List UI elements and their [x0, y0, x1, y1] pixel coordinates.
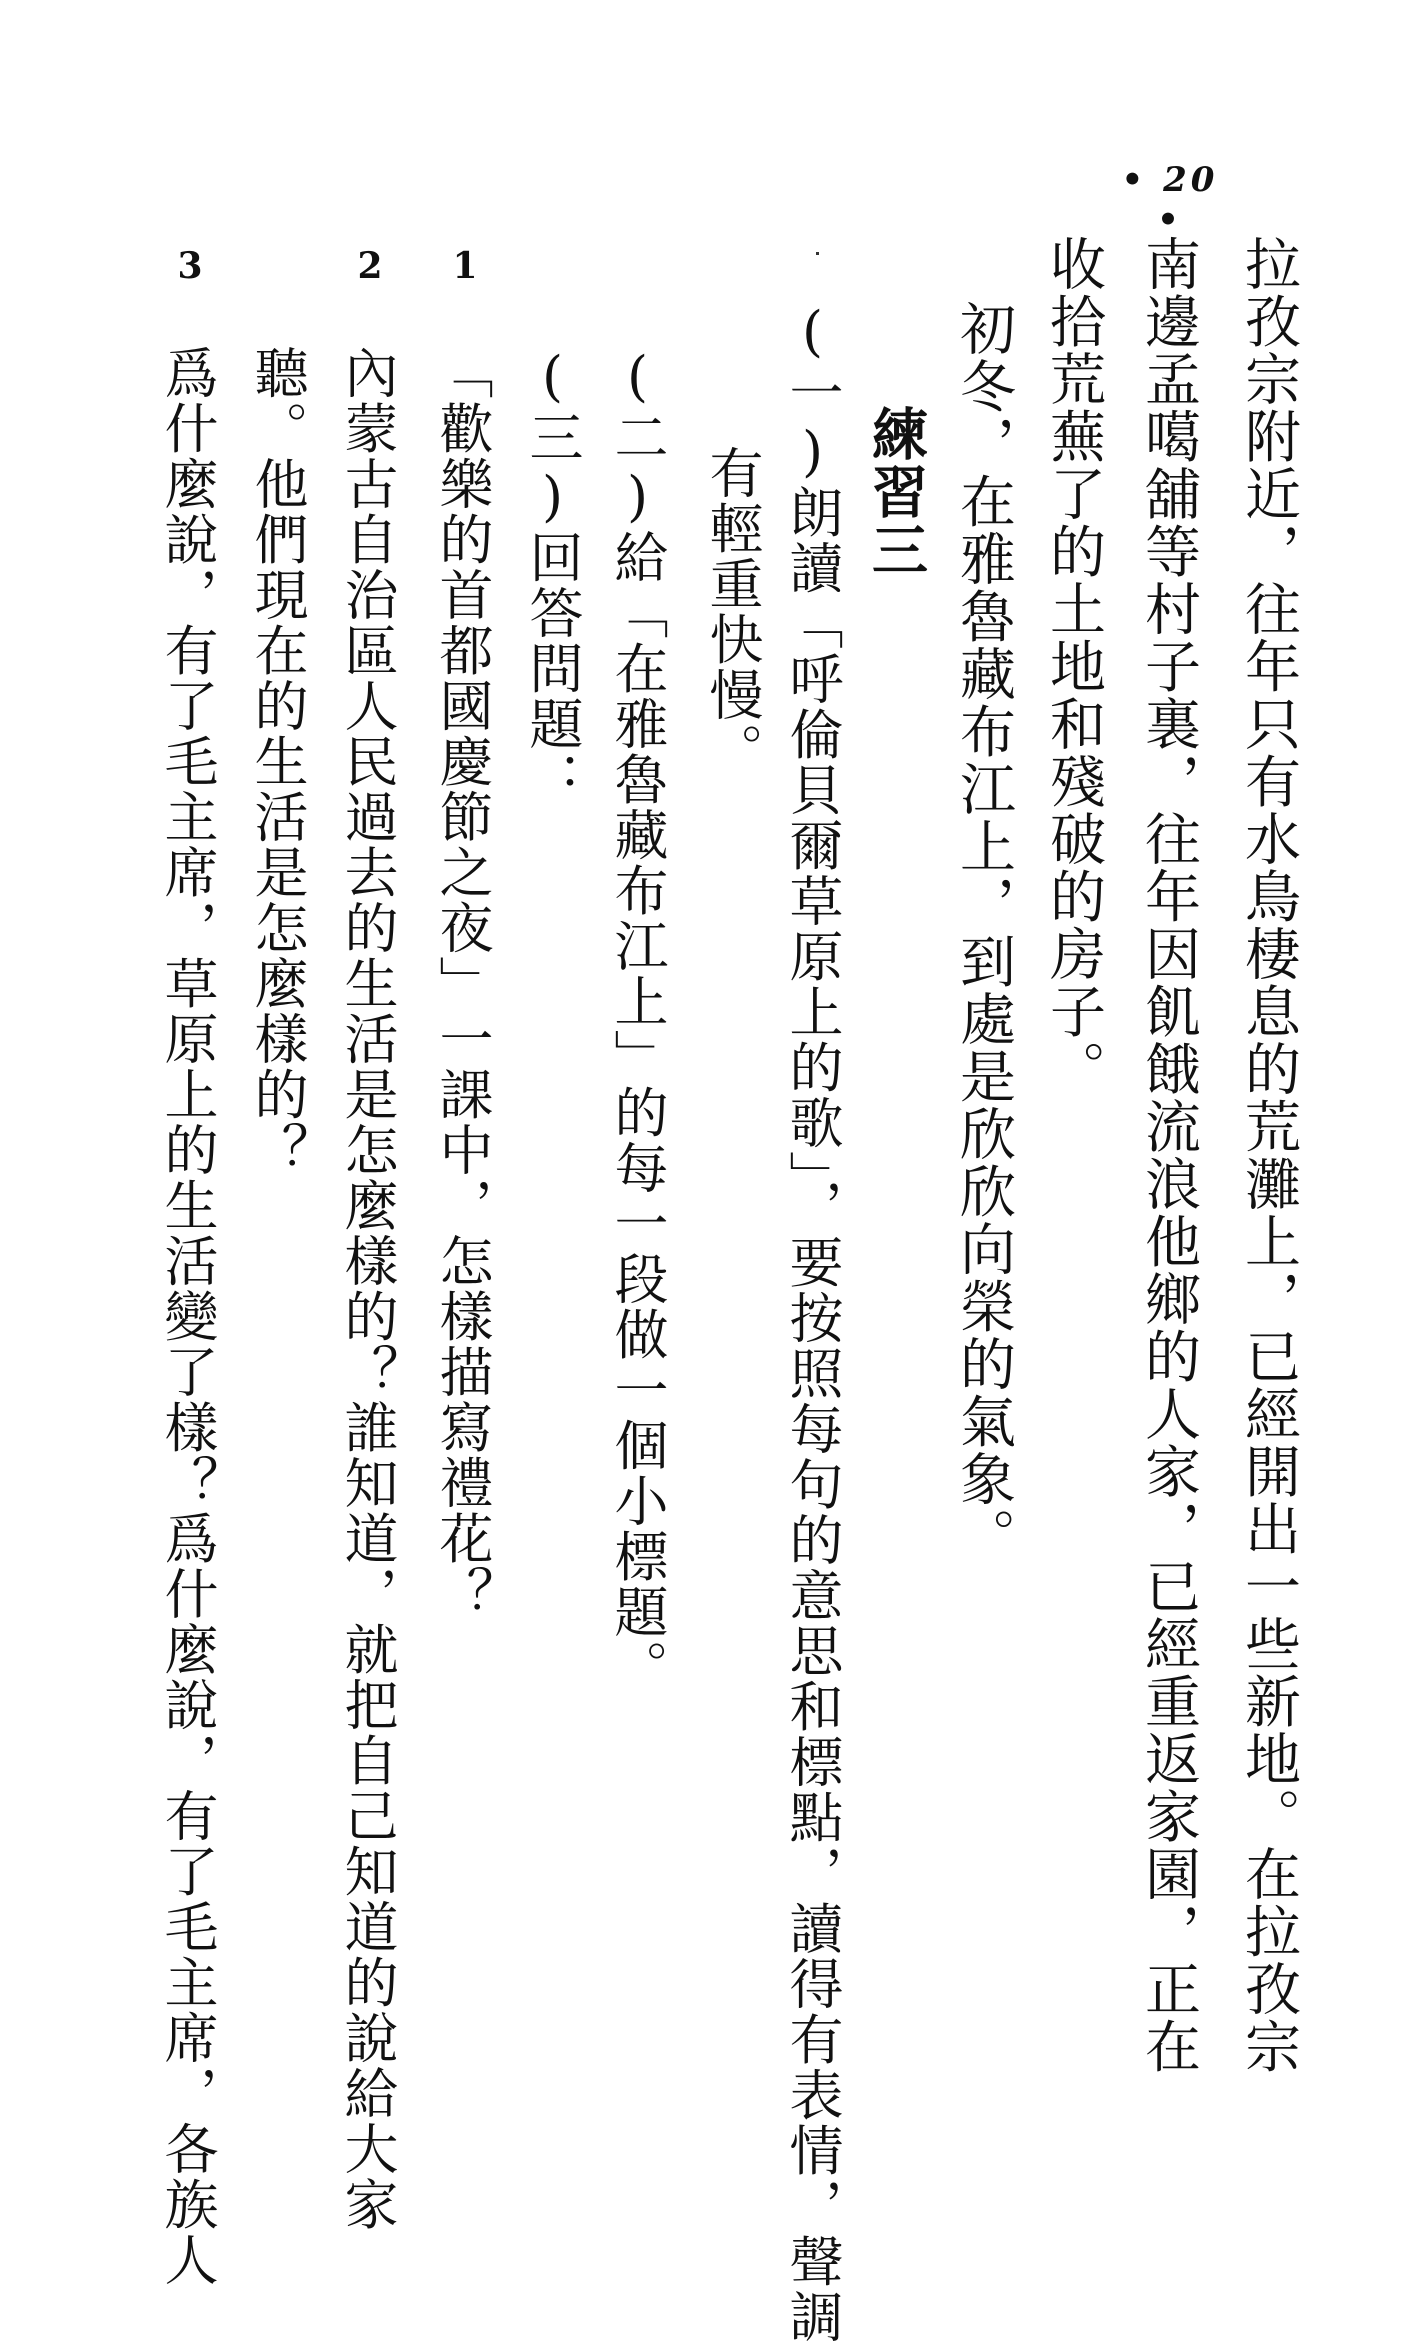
question-1-line-1: 「歡樂的首都國慶節之夜」一課中，怎樣描寫禮花？ [431, 345, 494, 1622]
exercise-item-1-line-2: 有輕重快慢。 [701, 445, 764, 778]
exercise-heading: 練習三 [863, 405, 929, 579]
exercise-item-1-line-1: (一)朗讀「呼倫貝爾草原上的歌」，要按照每句的意思和標點，讀得有表情，聲調 [781, 300, 844, 2345]
exercise-item-3: (三)回答問題： [521, 345, 584, 807]
body-text-line-1: 拉孜宗附近，往年只有水鳥棲息的荒灘上，已經開出一些新地。在拉孜宗 [1236, 235, 1301, 2075]
print-speck [816, 252, 819, 255]
question-3-line-1: 爲什麼說，有了毛主席，草原上的生活變了樣？爲什麼說，有了毛主席，各族人 [156, 345, 219, 2288]
question-number-2: 2 [357, 245, 383, 287]
page-number: • 20 • [1121, 160, 1219, 240]
body-text-line-4: 初冬，在雅魯藏布江上，到處是欣欣向榮的氣象。 [951, 300, 1016, 1565]
exercise-item-2: (二)給「在雅魯藏布江上」的每一段做一個小標題。 [606, 345, 669, 1695]
question-number-1: 1 [452, 245, 478, 287]
body-text-line-2: 南邊孟噶舖等村子裏，往年因飢餓流浪他鄉的人家，已經重返家園，正在 [1136, 235, 1201, 2075]
question-number-3: 3 [177, 245, 203, 287]
question-2-line-2: 聽。他們現在的生活是怎麼樣的？ [246, 345, 309, 1178]
question-2-line-1: 內蒙古自治區人民過去的生活是怎麼樣的？誰知道，就把自己知道的說給大家 [336, 345, 399, 2232]
body-text-line-3: 收拾荒蕪了的土地和殘破的房子。 [1041, 235, 1106, 1098]
